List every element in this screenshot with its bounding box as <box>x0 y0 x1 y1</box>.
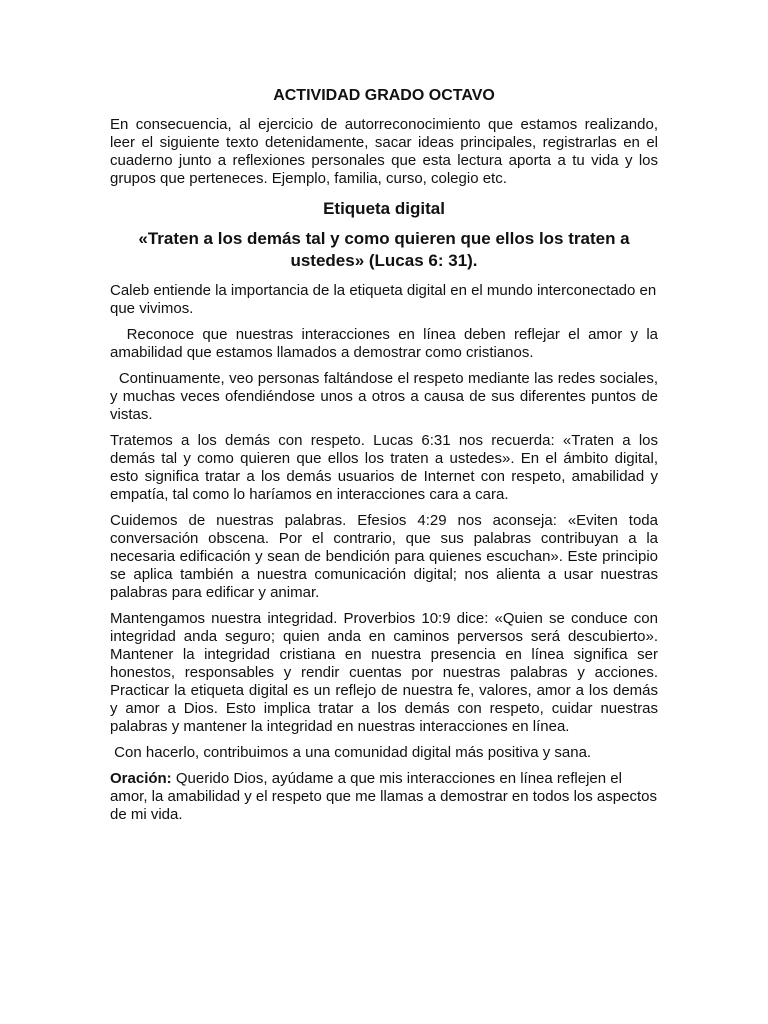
intro-paragraph: En consecuencia, al ejercicio de autorreconocimiento que estamos realizando, leer el siguiente texto detenidamente, sacar ideas principales, registrarlas en el cuaderno junto a reflexiones personales que esta lectura aporta a tu vida y los grupos que perteneces. Ejemplo, familia, curso, colegio etc. <box>110 116 658 187</box>
verse-quote: «Traten a los demás tal y como quieren que ellos los traten a ustedes» (Lucas 6: 31). <box>138 229 630 270</box>
section-title: Etiqueta digital <box>323 199 445 218</box>
body-paragraph-5: Cuidemos de nuestras palabras. Efesios 4:29 nos aconseja: «Eviten toda conversación obscena. Por el contrario, que sus palabras contribuyan a la necesaria edificación y sean de bendición para quienes escuchan». Este principio se aplica también a nuestra comunicación digital; nos alienta a usar nuestras palabras para edificar y animar. <box>110 512 658 601</box>
prayer-text: Querido Dios, ayúdame a que mis interacciones en línea reflejen el amor, la amabilidad y el respeto que me llamas a demostrar en todos los aspectos de mi vida. <box>110 770 657 823</box>
document-page <box>110 86 658 832</box>
body-paragraph-6: Mantengamos nuestra integridad. Proverbios 10:9 dice: «Quien se conduce con integridad anda seguro; quien anda en caminos perversos será descubierto». Mantener la integridad cristiana en nuestra presencia en línea significa ser honestos, responsables y rendir cuentas por nuestras palabras y acciones. Practicar la etiqueta digital es un reflejo de nuestra fe, valores, amor a los demás y amor a Dios. Esto implica tratar a los demás con respeto, cuidar nuestras palabras y mantener la integridad en nuestras interacciones en línea. <box>110 610 658 735</box>
body-paragraph-3: Continuamente, veo personas faltándose el respeto mediante las redes sociales, y muchas veces ofendiéndose unos a otros a causa de sus diferentes puntos de vistas. <box>110 370 658 423</box>
body-paragraph-4: Tratemos a los demás con respeto. Lucas 6:31 nos recuerda: «Traten a los demás tal y como quieren que ellos los traten a ustedes». En el ámbito digital, esto significa tratar a los demás usuarios de Internet con respeto, amabilidad y empatía, tal como lo haríamos en interacciones cara a cara. <box>110 432 658 503</box>
prayer-paragraph <box>110 770 658 824</box>
body-paragraph-1: Caleb entiende la importancia de la etiqueta digital en el mundo interconectado en que vivimos. <box>110 282 657 317</box>
body-paragraph-2: Reconoce que nuestras interacciones en línea deben reflejar el amor y la amabilidad que estamos llamados a demostrar como cristianos. <box>110 326 658 361</box>
body-paragraph-7: Con hacerlo, contribuimos a una comunidad digital más positiva y sana. <box>110 744 592 761</box>
document-title: ACTIVIDAD GRADO OCTAVO <box>273 87 495 104</box>
prayer-label: Oración: <box>110 770 172 787</box>
